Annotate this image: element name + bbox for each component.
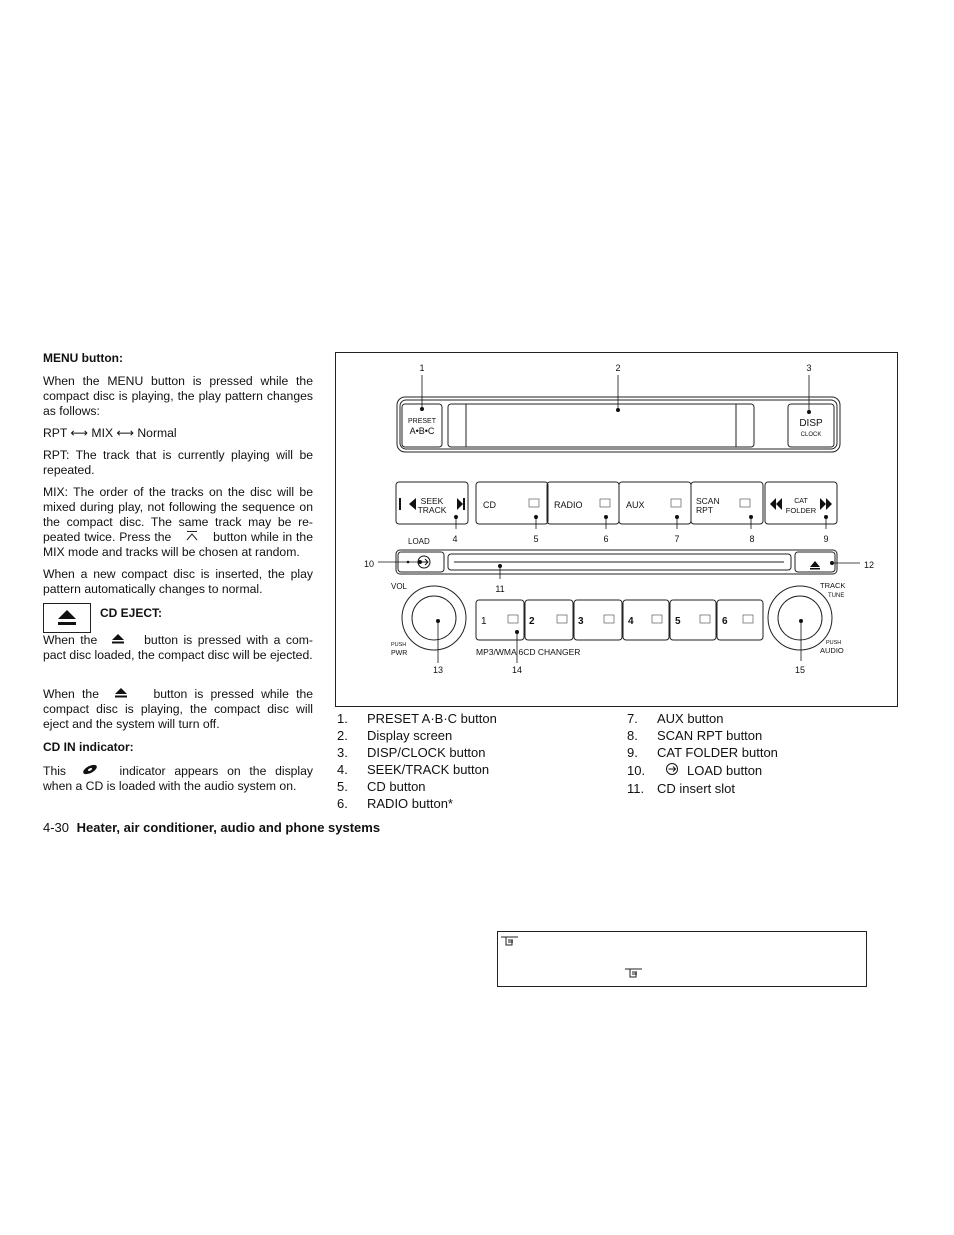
load-icon <box>665 762 679 780</box>
callout-14: 14 <box>511 665 523 675</box>
eject-icon-box <box>43 603 91 633</box>
callout-8: 8 <box>749 534 755 544</box>
page-number: 4-30 <box>43 820 70 835</box>
eject-icon <box>44 604 90 632</box>
folder-label: FOLDER <box>785 506 817 515</box>
audio-unit-diagram <box>336 353 897 706</box>
track-knob-label: TRACK <box>820 581 846 590</box>
preset-3-label: 3 <box>578 616 584 627</box>
seek-label: SEEK <box>420 496 444 506</box>
skip-back-icon <box>409 498 416 510</box>
callout-11: 11 <box>495 584 505 594</box>
display-screen <box>448 404 754 447</box>
double-arrow-icon: ⟷ <box>116 426 134 440</box>
pwr-label: PWR <box>391 650 408 657</box>
callout-10: 10 <box>363 559 375 569</box>
tune-label: TUNE <box>828 593 845 599</box>
callout-9: 9 <box>823 534 829 544</box>
seq-mix: MIX <box>91 426 114 440</box>
legend-item: 9. CAT FOLDER button <box>627 745 778 760</box>
load-label: LOAD <box>408 537 430 546</box>
cd-in-paragraph: This indicator appears on the display when a CD is loaded with the audio system on. <box>43 764 314 794</box>
eject-icon <box>111 633 125 648</box>
legend-item: 2. Display screen <box>337 728 453 743</box>
fast-forward-icon <box>820 498 826 510</box>
legend-item: 3. DISP/CLOCK button <box>337 745 486 760</box>
callout-12: 12 <box>863 560 875 570</box>
preset-1-label: 1 <box>481 616 487 627</box>
callout-5: 5 <box>533 534 539 544</box>
cd-in-icon <box>81 764 99 779</box>
chapter-title: Heater, air conditioner, audio and phone systems <box>76 820 381 835</box>
note-box <box>497 931 867 987</box>
callout-3: 3 <box>806 363 812 373</box>
push-label-left: PUSH <box>391 642 407 648</box>
callout-15: 15 <box>794 665 806 675</box>
menu-heading: MENU button: <box>43 351 123 365</box>
legend-item: 11. CD insert slot <box>627 781 736 796</box>
callout-1: 1 <box>419 363 425 373</box>
double-arrow-icon: ⟷ <box>70 426 89 440</box>
seq-normal: Normal <box>137 426 177 440</box>
preset-2-label: 2 <box>529 616 535 627</box>
cd-label: CD <box>483 500 496 510</box>
legend-left <box>337 710 497 812</box>
callout-6: 6 <box>603 534 609 544</box>
legend-item: 8. SCAN RPT button <box>627 728 763 743</box>
vol-label: VOL <box>391 582 408 591</box>
seq-rpt: RPT <box>43 426 68 440</box>
radio-label: RADIO <box>554 500 583 510</box>
callout-4: 4 <box>452 534 458 544</box>
play-sequence <box>43 426 313 441</box>
legend-item: 10. LOAD button <box>627 763 763 778</box>
page-footer <box>43 820 380 835</box>
scan-arrow-icon <box>185 530 199 545</box>
preset-6-label: 6 <box>722 616 728 627</box>
callout-13: 13 <box>432 665 444 675</box>
menu-paragraph: When the MENU button is pressed while the compact disc is playing, the play pattern changes as follows: <box>43 374 313 418</box>
eject-icon <box>810 561 820 567</box>
pointing-hand-icon <box>624 966 644 978</box>
aux-label: AUX <box>626 500 645 510</box>
rpt-paragraph: RPT: The track that is currently playing will be repeated. <box>43 448 313 477</box>
cd-eject-paragraph-2: When the button is pressed while the compact disc is playing, the compact disc will eject and the system will turn off. <box>43 687 314 732</box>
disp-label: DISP <box>799 418 823 429</box>
audio-unit-figure <box>335 352 898 707</box>
cat-label: CAT <box>794 498 808 505</box>
skip-forward-icon <box>457 498 463 510</box>
callout-2: 2 <box>615 363 621 373</box>
scan-label: SCAN <box>696 496 720 506</box>
rewind-icon <box>770 498 776 510</box>
eject-icon <box>114 687 128 702</box>
preset-5-label: 5 <box>675 616 681 627</box>
preset-label: PRESET <box>407 418 437 425</box>
legend-right <box>627 710 778 797</box>
legend-item: 5. CD button <box>337 779 426 794</box>
abc-label: A•B•C <box>409 426 435 436</box>
push-label-right: PUSH <box>826 640 842 646</box>
changer-label: MP3/WMA 6CD CHANGER <box>476 647 581 657</box>
callout-7: 7 <box>674 534 680 544</box>
display-panel <box>397 397 840 452</box>
mix-paragraph: MIX: The order of the tracks on the disc will be mixed during play, not following the sequence on the compact disc. The same track may be re-peated twice. Press the button while in the MIX mode and tracks will be chosen at random. <box>43 485 313 560</box>
track-label: TRACK <box>417 505 447 515</box>
left-column <box>43 348 313 597</box>
rpt-label: RPT <box>696 505 713 515</box>
preset-4-label: 4 <box>628 616 634 627</box>
audio-label: AUDIO <box>820 646 844 655</box>
cd-in-heading: CD IN indicator: <box>43 740 134 754</box>
pointing-hand-icon <box>500 934 520 946</box>
cd-eject-paragraph-1: When the button is pressed with a com-pact disc loaded, the compact disc will be ejected. <box>43 633 313 663</box>
legend-item: 1. PRESET A·B·C button <box>337 711 497 726</box>
new-disc-paragraph: When a new compact disc is inserted, the play pattern automatically changes to normal. <box>43 567 313 597</box>
legend-item: 7. AUX button <box>627 711 724 726</box>
cd-eject-heading: CD EJECT: <box>100 606 163 620</box>
legend-item: 4. SEEK/TRACK button <box>337 762 490 777</box>
clock-label: CLOCK <box>800 432 822 438</box>
legend-item: 6. RADIO button* <box>337 796 453 811</box>
